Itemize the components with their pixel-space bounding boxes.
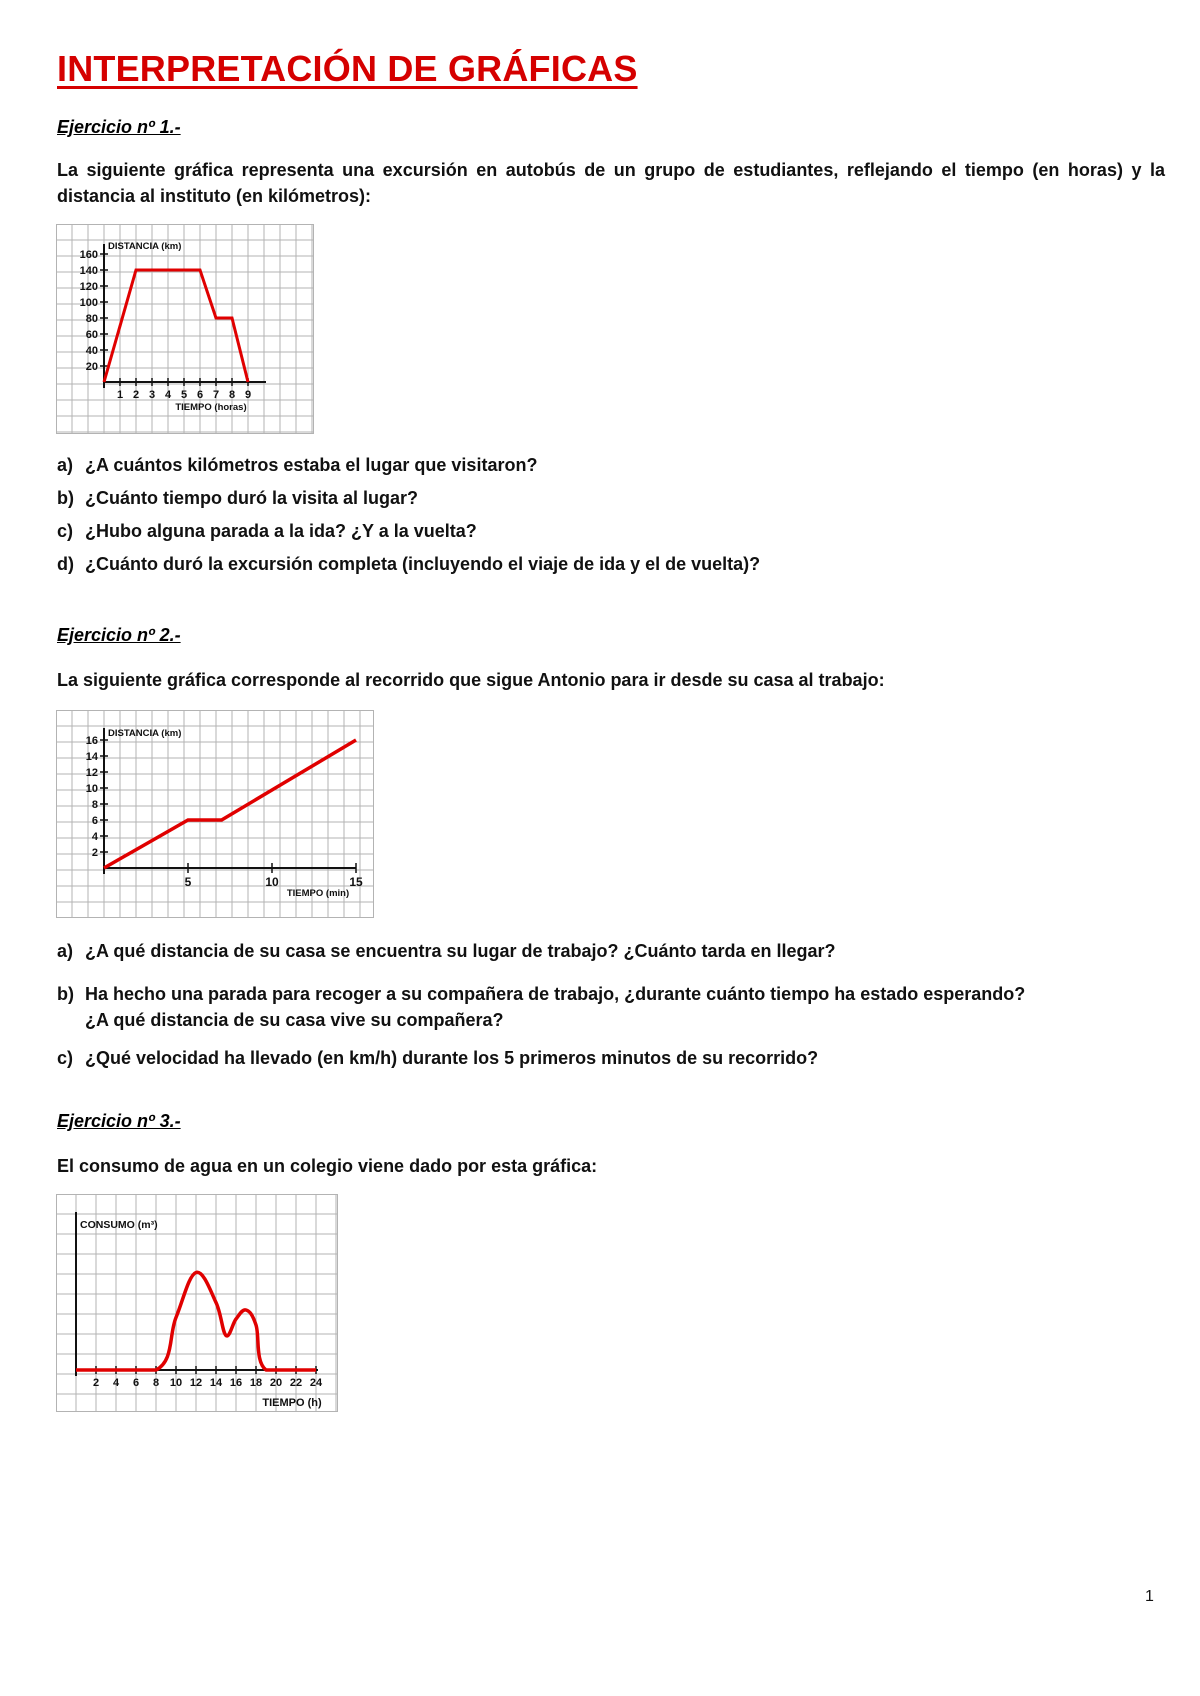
- exercise-1-question-c: [57, 518, 1165, 544]
- question-text: ¿Cuánto tiempo duró la visita al lugar?: [85, 488, 419, 508]
- exercise-2-heading: Ejercicio nº 2.-: [57, 625, 181, 645]
- y-tick-label: 2: [91, 847, 98, 859]
- x-tick-label: 10: [169, 1377, 183, 1389]
- x-tick-label: 12: [189, 1377, 203, 1389]
- exercise-2-intro: La siguiente gráfica corresponde al recorrido que sigue Antonio para ir desde su casa al trabajo:: [57, 670, 885, 690]
- question-text-continued: ¿A qué distancia de su casa vive su compañera?: [85, 1010, 504, 1030]
- question-letter: b): [57, 984, 74, 1004]
- y-tick-label: 160: [79, 249, 98, 261]
- question-text: ¿Cuánto duró la excursión completa (incluyendo el viaje de ida y el de vuelta)?: [85, 554, 761, 574]
- x-tick-label: 15: [349, 875, 363, 889]
- x-tick-label: 16: [229, 1377, 243, 1389]
- exercise-2-question-b: [57, 981, 1165, 1033]
- x-tick-label: 22: [289, 1377, 303, 1389]
- question-text: ¿Hubo alguna parada a la ida? ¿Y a la vuelta?: [85, 521, 477, 541]
- y-axis-label: CONSUMO (m³): [80, 1219, 158, 1231]
- y-tick-label: 60: [85, 329, 98, 341]
- x-tick-label: 9: [244, 389, 252, 401]
- x-tick-label: 7: [212, 389, 220, 401]
- chart-3-water-consumption: [56, 1194, 338, 1412]
- y-tick-label: 140: [79, 265, 98, 277]
- exercise-3-intro: El consumo de agua en un colegio viene dado por esta gráfica:: [57, 1156, 598, 1176]
- y-axis-label: DISTANCIA (km): [108, 728, 182, 739]
- y-tick-label: 14: [85, 751, 98, 763]
- exercise-1-question-b: [57, 485, 1165, 511]
- question-text: Ha hecho una parada para recoger a su compañera de trabajo, ¿durante cuánto tiempo ha estado esperando?: [85, 984, 1026, 1004]
- x-tick-label: 8: [152, 1377, 160, 1389]
- chart-1-excursion: [56, 224, 314, 434]
- question-text: ¿A qué distancia de su casa se encuentra su lugar de trabajo? ¿Cuánto tarda en llegar?: [85, 941, 836, 961]
- y-tick-label: 100: [79, 297, 98, 309]
- x-tick-label: 10: [265, 875, 279, 889]
- x-tick-label: 24: [309, 1377, 323, 1389]
- chart-2-commute: [56, 710, 374, 918]
- question-text: ¿A cuántos kilómetros estaba el lugar que visitaron?: [85, 455, 538, 475]
- y-tick-label: 16: [85, 735, 98, 747]
- y-tick-label: 80: [85, 313, 98, 325]
- x-axis-label: TIEMPO (horas): [175, 402, 247, 413]
- x-tick-label: 5: [184, 875, 192, 889]
- question-letter: a): [57, 941, 74, 961]
- y-axis-label: DISTANCIA (km): [108, 241, 182, 252]
- x-axis-label: TIEMPO (h): [262, 1397, 322, 1409]
- page-title: INTERPRETACIÓN DE GRÁFICAS: [57, 48, 638, 89]
- page-number: 1: [1145, 1588, 1154, 1605]
- exercise-1-heading: Ejercicio nº 1.-: [57, 117, 181, 137]
- x-tick-label: 6: [132, 1377, 140, 1389]
- exercise-2-question-c: [57, 1045, 1165, 1071]
- y-tick-label: 8: [91, 799, 98, 811]
- x-tick-label: 18: [249, 1377, 263, 1389]
- x-tick-label: 20: [269, 1377, 283, 1389]
- question-letter: a): [57, 455, 74, 475]
- y-tick-label: 120: [79, 281, 98, 293]
- exercise-3-heading: Ejercicio nº 3.-: [57, 1111, 181, 1131]
- exercise-1-intro: La siguiente gráfica representa una excursión en autobús de un grupo de estudiantes, reflejando el tiempo (en horas) y la distancia al instituto (en kilómetros):: [57, 160, 1165, 206]
- exercise-1-question-a: [57, 452, 1165, 478]
- x-tick-label: 6: [196, 389, 204, 401]
- y-tick-label: 12: [85, 767, 98, 779]
- question-letter: d): [57, 554, 74, 574]
- y-tick-label: 10: [85, 783, 98, 795]
- exercise-2-question-a: [57, 938, 1165, 964]
- x-tick-label: 2: [132, 389, 140, 401]
- y-tick-label: 20: [85, 361, 98, 373]
- y-tick-label: 40: [85, 345, 98, 357]
- x-tick-label: 5: [180, 389, 188, 401]
- question-text: ¿Qué velocidad ha llevado (en km/h) durante los 5 primeros minutos de su recorrido?: [85, 1048, 819, 1068]
- x-tick-label: 2: [92, 1377, 100, 1389]
- x-tick-label: 3: [148, 389, 156, 401]
- x-axis-label: TIEMPO (min): [286, 888, 350, 899]
- exercise-1-question-d: [57, 551, 1165, 577]
- question-letter: c): [57, 521, 74, 541]
- question-letter: b): [57, 488, 74, 508]
- x-tick-label: 8: [228, 389, 236, 401]
- x-tick-label: 4: [112, 1377, 120, 1389]
- y-tick-label: 6: [91, 815, 98, 827]
- x-tick-label: 1: [116, 389, 124, 401]
- x-tick-label: 14: [209, 1377, 223, 1389]
- question-letter: c): [57, 1048, 74, 1068]
- x-tick-label: 4: [164, 389, 172, 401]
- y-tick-label: 4: [91, 831, 98, 843]
